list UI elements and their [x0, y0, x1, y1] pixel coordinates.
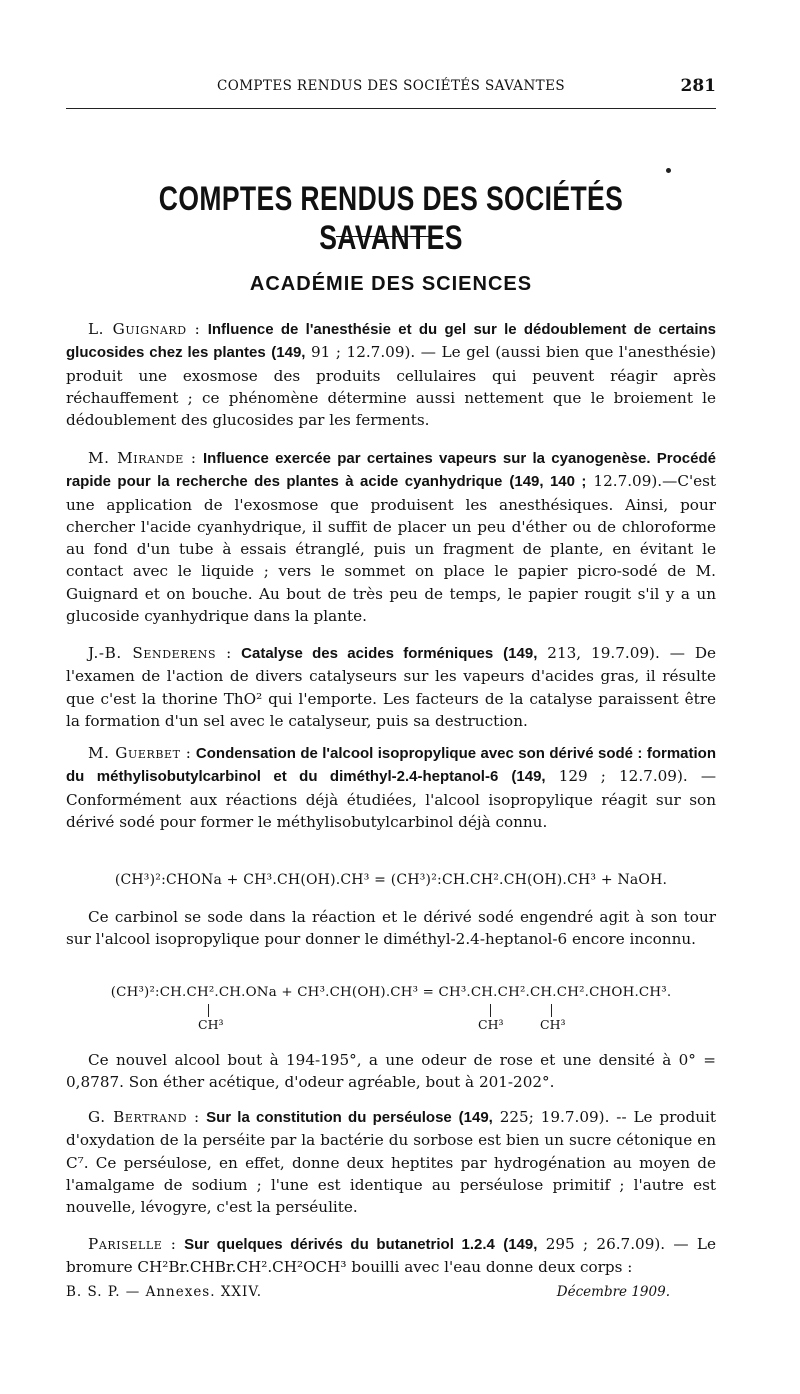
formula-1: (CH³)²:CHONa + CH³.CH(OH).CH³ = (CH³)²:CH.CH².CH(OH).CH³ + NaOH. [114, 872, 668, 888]
article-body: 213, 19.7.09). — De l'examen de l'action de divers catalyseurs sur les vapeurs d'acides gras, il résulte que c'est la thorine ThO² qui l'emporte. Les facteurs de la catalyse paraissent être la formation d'un sel avec le catalyseur, puis sa destruction. [66, 644, 716, 730]
page-number: 281 [680, 76, 716, 96]
print-speck [666, 168, 671, 173]
article-title: Influence de l'anesthésie et du gel sur le dédoublement de certains glucosides chez les plantes [66, 321, 717, 362]
guerbet-continued: Ce carbinol se sode dans la réaction et le dérivé sodé engendré agit à son tour sur l'alcool isopropylique pour donner le diméthyl-2.4-heptanol-6 encore inconnu. [66, 908, 716, 949]
article-mirande: M. Mirande : Influence exercée par certaines vapeurs sur la cyanogenèse. Procédé rapide pour la recherche des plantes à acide cyanhydrique (149, 140 ; 12.7.09).—C'est une application de l'exosmose que produisent les anesthésiques. Ainsi, pour chercher l'acide cyanhydrique, il suffit de placer un peu d'éther ou de chloroforme au fond d'un tube à essais étranglé, puis un fragment de plante, en évitant le contact avec le liquide ; vers le sommet on place le papier picro-sodé de M. Guignard et on bouche. Au bout de très peu de temps, le papier rougit s'il y a un glucoside cyanhydrique dans la plante. [66, 449, 717, 626]
formula-bond [490, 1004, 491, 1017]
article-senderens: J.-B. Senderens : Catalyse des acides forméniques (149, 213, 19.7.09). — De l'examen de l'action de divers catalyseurs sur les vapeurs d'acides gras, il résulte que c'est la thorine ThO² qui l'emporte. Les facteurs de la catalyse paraissent être la formation d'un sel avec le catalyseur, puis sa destruction. [66, 644, 716, 730]
formula-bond [551, 1004, 552, 1017]
article-ref: (149, [503, 645, 538, 662]
footer-date: Décembre 1909. [556, 1284, 670, 1300]
running-title: COMPTES RENDUS DES SOCIÉTÉS SAVANTES [217, 78, 565, 94]
article-author: G. Bertrand [88, 1108, 188, 1126]
header-rule [66, 108, 716, 109]
footer [66, 1284, 716, 1304]
article-body: 295 ; 26.7.09). — Le bromure CH²Br.CHBr.CH².CH²OCH³ bouilli avec l'eau donne deux corps : [66, 1235, 716, 1277]
section-title: ACADÉMIE DES SCIENCES [249, 273, 533, 295]
article-body: 91 ; 12.7.09). — Le gel (aussi bien que l'anesthésie) produit une exosmose des produits cellulaires qui peuvent réagir après réchauffement ; ce phénomène détermine aussi nettement que le broiement le dédoublement des glucosides par les ferments. [66, 343, 717, 430]
article-title: Condensation de l'alcool isopropylique avec son dérivé sodé : formation du méthylisobutylcarbinol et du diméthyl-2.4-heptanol-6 [66, 745, 716, 786]
article-body: 129 ; 12.7.09). — Conformément aux réactions déjà étudiées, l'alcool isopropylique réagit sur son dérivé sodé pour former le méthylisobutylcarbinol déjà connu. [66, 767, 717, 831]
article-author: Pariselle [88, 1235, 163, 1253]
article-body: 12.7.09).—C'est une application de l'exosmose que produisent les anesthésiques. Ainsi, pour chercher l'acide cyanhydrique, il suffit de placer un peu d'éther ou de chloroforme au fond d'un tube à essais étranglé, puis un fragment de plante, en évitant le contact avec le liquide ; vers le sommet on place le papier picro-sodé de M. Guignard et on bouche. Au bout de très peu de temps, le papier rougit s'il y a un glucoside cyanhydrique dans la plante. [66, 472, 717, 626]
article-body: 225; 19.7.09). -- Le produit d'oxydation de la perséite par la bactérie du sorbose est bien un sucre cétonique en C⁷. Ce perséulose, en effet, donne deux heptites par hydrogénation au moyen de l'amalgame de sodium ; l'une est identique au perséulose primitif ; l'autre est nouvelle, lévogyre, c'est la perséulite. [66, 1108, 716, 1217]
article-author: M. Guerbet [88, 744, 181, 762]
article-ref: (149, [271, 344, 306, 362]
title-rule [336, 236, 444, 237]
article-ref: (149, 140 ; [509, 473, 587, 491]
article-author: L. Guignard [88, 320, 187, 338]
article-guignard: L. Guignard : Influence de l'anesthésie et du gel sur le dédoublement de certains glucosides chez les plantes (149, 91 ; 12.7.09). — Le gel (aussi bien que l'anesthésie) produit une exosmose des produits cellulaires qui peuvent réagir après réchauffement ; ce phénomène détermine aussi nettement que le broiement le dédoublement des glucosides par les ferments. [66, 320, 717, 430]
article-bertrand: G. Bertrand : Sur la constitution du perséulose (149, 225; 19.7.09). -- Le produit d'oxydation de la perséite par la bactérie du sorbose est bien un sucre cétonique en C⁷. Ce perséulose, en effet, donne deux heptites par hydrogénation au moyen de l'amalgame de sodium ; l'une est identique au perséulose primitif ; l'autre est nouvelle, lévogyre, c'est la perséulite. [66, 1108, 716, 1217]
article-author: M. Mirande [88, 449, 184, 467]
formula-substituent: CH³ [540, 1017, 566, 1032]
article-guerbet: M. Guerbet : Condensation de l'alcool isopropylique avec son dérivé sodé : formation du méthylisobutylcarbinol et du diméthyl-2.4-heptanol-6 (149, 129 ; 12.7.09). — Conformément aux réactions déjà étudiées, l'alcool isopropylique réagit sur son dérivé sodé pour former le méthylisobutylcarbinol déjà connu. [66, 744, 717, 831]
formula-substituent: CH³ [198, 1017, 224, 1032]
main-title: COMPTES RENDUS DES SOCIÉTÉS SAVANTES [158, 180, 624, 257]
formula-substituent: CH³ [478, 1017, 504, 1032]
article-title: Influence exercée par certaines vapeurs sur la cyanogenèse. Procédé rapide pour la recherche des plantes à acide cyanhydrique [66, 450, 716, 491]
running-head [66, 78, 716, 100]
article-ref: (149, [458, 1109, 493, 1126]
article-author: J.-B. Senderens [88, 644, 217, 662]
article-ref: (149, [503, 1236, 538, 1253]
formula-bond [208, 1004, 209, 1017]
article-title: Sur quelques dérivés du butanetriol 1.2.4 [184, 1236, 495, 1253]
article-title: Catalyse des acides forméniques [241, 645, 494, 662]
article-ref: (149, [511, 768, 546, 786]
article-pariselle: Pariselle : Sur quelques dérivés du butanetriol 1.2.4 (149, 295 ; 26.7.09). — Le bromure CH²Br.CHBr.CH².CH²OCH³ bouilli avec l'eau donne deux corps : [66, 1235, 716, 1277]
guerbet-end: Ce nouvel alcool bout à 194-195°, a une odeur de rose et une densité à 0° = 0,8787. Son éther acétique, d'odeur agréable, bout à 201-202°. [66, 1051, 716, 1092]
article-title: Sur la constitution du perséulose [206, 1109, 452, 1126]
footer-series: B. S. P. — Annexes. XXIV. [66, 1284, 263, 1300]
formula-2: (CH³)²:CH.CH².CH.ONa + CH³.CH(OH).CH³ = CH³.CH.CH².CH.CH².CHOH.CH³. [110, 985, 672, 1000]
